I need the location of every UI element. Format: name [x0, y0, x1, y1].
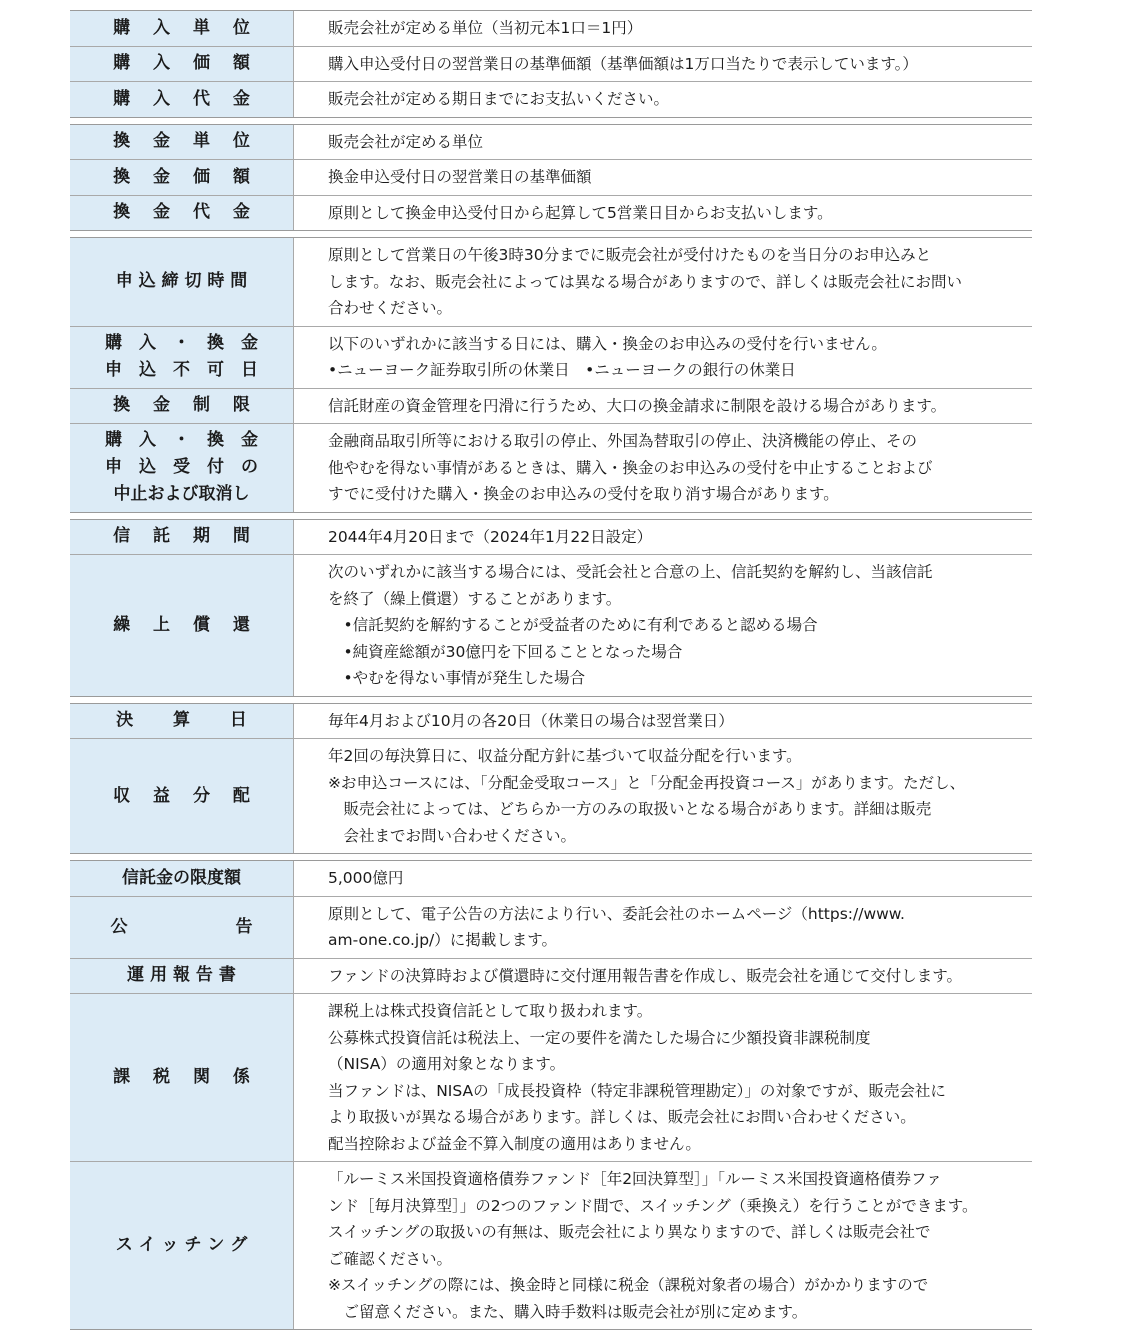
- table-row: [70, 82, 1032, 117]
- row-label-line: 収 益 分 配: [113, 785, 250, 806]
- row-value-line: 信託財産の資金管理を円滑に行うため、大口の換金請求に制限を設ける場合があります。: [328, 396, 947, 415]
- row-value-line: を終了（繰上償還）することがあります。: [328, 589, 622, 608]
- row-value-line: 会社までお問い合わせください。: [328, 826, 577, 845]
- row-value-line: より取扱いが異なる場合があります。詳しくは、販売会社にお問い合わせください。: [328, 1108, 916, 1126]
- row-value-line: •純資産総額が30億円を下回ることとなった場合: [328, 642, 683, 661]
- row-label-line: 公 告: [110, 916, 253, 937]
- row-value-line: •やむを得ない事情が発生した場合: [328, 669, 586, 687]
- row-value-line: am-one.co.jp/）に掲載します。: [328, 931, 558, 949]
- row-label-line: 換 金 代 金: [113, 202, 250, 223]
- table-row: [70, 11, 1032, 47]
- row-label-line: 購 入 ・ 換 金: [105, 333, 258, 353]
- row-value: [294, 739, 1032, 853]
- row-label: [70, 520, 294, 555]
- row-label: [70, 424, 294, 512]
- row-value: [294, 424, 1032, 512]
- row-value: [294, 47, 1032, 82]
- row-label-line: 繰 上 償 還: [113, 614, 250, 635]
- row-label: [70, 125, 294, 160]
- row-value-line: ご確認ください。: [328, 1249, 453, 1268]
- row-value: [294, 959, 1032, 994]
- row-value-line: 販売会社が定める単位: [328, 132, 484, 151]
- row-value: [294, 125, 1032, 160]
- row-value-line: 他やむを得ない事情があるときは、購入・換金のお申込みの受付を中止することおよび: [328, 458, 933, 477]
- table-group: [70, 237, 1032, 513]
- table-row: [70, 1162, 1032, 1329]
- row-label-line: 換 金 制 限: [113, 395, 250, 416]
- table-row: [70, 389, 1032, 425]
- table-row: [70, 555, 1032, 696]
- row-value: [294, 861, 1032, 896]
- row-value-line: 購入申込受付日の翌営業日の基準価額（基準価額は1万口当たりで表示しています。）: [328, 54, 918, 73]
- row-label-line: 申 込 不 可 日: [105, 360, 258, 380]
- row-value-line: 「ルーミス米国投資適格債券ファンド［年2回決算型］」「ルーミス米国投資適格債券ファ: [328, 1170, 942, 1188]
- row-value: [294, 11, 1032, 46]
- table-row: [70, 160, 1032, 196]
- row-label: [70, 160, 294, 195]
- row-value-line: •ニューヨーク証券取引所の休業日 •ニューヨークの銀行の休業日: [328, 361, 796, 379]
- table-row: [70, 47, 1032, 83]
- row-value-line: 合わせください。: [328, 299, 453, 317]
- row-label-line: 決 算 日: [116, 710, 247, 731]
- table-row: [70, 520, 1032, 556]
- table-row: [70, 739, 1032, 853]
- row-value-line: （NISA）の適用対象となります。: [328, 1055, 566, 1073]
- table-group: [70, 124, 1032, 232]
- row-label-line: ス イ ッ チ ン グ: [115, 1235, 248, 1255]
- table-row: [70, 424, 1032, 512]
- row-value: [294, 520, 1032, 555]
- row-label: [70, 897, 294, 958]
- row-value-line: します。なお、販売会社によっては異なる場合がありますので、詳しくは販売会社にお問い: [328, 272, 962, 291]
- table-group: [70, 519, 1032, 697]
- row-value-line: 原則として換金申込受付日から起算して5営業日目からお支払いします。: [328, 203, 833, 222]
- row-label: [70, 861, 294, 896]
- row-label: [70, 1162, 294, 1329]
- row-value: [294, 238, 1032, 326]
- row-value: [294, 389, 1032, 424]
- table-row: [70, 238, 1032, 327]
- row-label-line: 中止および取消し: [113, 484, 250, 505]
- row-value-line: 原則として、電子公告の方法により行い、委託会社のホームページ（https://www.: [328, 904, 905, 923]
- row-value: [294, 160, 1032, 195]
- row-value-line: 原則として営業日の午後3時30分までに販売会社が受付けたものを当日分のお申込みと: [328, 246, 932, 264]
- row-label: [70, 47, 294, 82]
- row-label-line: 購 入 ・ 換 金: [105, 430, 258, 451]
- row-value-line: ※スイッチングの際には、換金時と同様に税金（課税対象者の場合）がかかりますので: [328, 1276, 929, 1294]
- row-value-line: 配当控除および益金不算入制度の適用はありません。: [328, 1134, 701, 1153]
- row-value-line: 5,000億円: [328, 869, 404, 887]
- table-row: [70, 125, 1032, 161]
- row-value-line: 当ファンドは、NISAの「成長投資枠（特定非課税管理勘定）」の対象ですが、販売会社に: [328, 1081, 946, 1100]
- table-group: [70, 860, 1032, 1330]
- row-value-line: 販売会社が定める単位（当初元本1口＝1円）: [328, 19, 643, 37]
- row-label: [70, 555, 294, 696]
- row-label-line: 運 用 報 告 書: [127, 965, 236, 986]
- table-row: [70, 897, 1032, 959]
- row-value: [294, 327, 1032, 388]
- row-value-line: 換金申込受付日の翌営業日の基準価額: [328, 168, 592, 186]
- row-label-line: 購 入 代 金: [113, 88, 250, 109]
- row-value-line: 年2回の毎決算日に、収益分配方針に基づいて収益分配を行います。: [328, 747, 802, 765]
- table-group: [70, 703, 1032, 855]
- row-value-line: すでに受付けた購入・換金のお申込みの受付を取り消す場合があります。: [328, 485, 839, 503]
- row-value-line: 次のいずれかに該当する場合には、受託会社と合意の上、信託契約を解約し、当該信託: [328, 563, 933, 581]
- table-row: [70, 994, 1032, 1162]
- table-row: [70, 959, 1032, 995]
- row-label-line: 信託金の限度額: [122, 867, 241, 888]
- row-value-line: ファンドの決算時および償還時に交付運用報告書を作成し、販売会社を通じて交付します。: [328, 966, 962, 985]
- row-value: [294, 897, 1032, 958]
- row-value-line: ンド［毎月決算型］」の2つのファンド間で、スイッチング（乗換え）を行うことができます。: [328, 1196, 978, 1215]
- row-label-line: 換 金 単 位: [113, 131, 250, 152]
- row-value-line: スイッチングの取扱いの有無は、販売会社により異なりますので、詳しくは販売会社で: [328, 1223, 931, 1241]
- row-value: [294, 82, 1032, 117]
- row-value: [294, 555, 1032, 696]
- row-value-line: 販売会社によっては、どちらか一方のみの取扱いとなる場合があります。詳細は販売: [328, 800, 932, 818]
- row-label: [70, 327, 294, 388]
- table-row: [70, 861, 1032, 897]
- row-label-line: 申 込 受 付 の: [105, 457, 258, 478]
- row-value-line: 販売会社が定める期日までにお支払いください。: [328, 90, 670, 108]
- row-label-line: 購 入 単 位: [113, 17, 250, 38]
- row-label: [70, 82, 294, 117]
- row-label-line: 申 込 締 切 時 間: [115, 271, 248, 292]
- row-value-line: 課税上は株式投資信託として取り扱われます。: [328, 1002, 653, 1020]
- table-row: [70, 327, 1032, 389]
- row-value: [294, 196, 1032, 231]
- row-value-line: •信託契約を解約することが受益者のために有利であると認める場合: [328, 616, 818, 634]
- row-value-line: 毎年4月および10月の各20日（休業日の場合は翌営業日）: [328, 711, 734, 730]
- row-value: [294, 1162, 1032, 1329]
- row-value-line: ご留意ください。また、購入時手数料は販売会社が別に定めます。: [328, 1302, 808, 1321]
- row-label-line: 課 税 関 係: [113, 1067, 250, 1087]
- fund-terms-table: [70, 10, 1032, 1336]
- row-label-line: 購 入 価 額: [113, 53, 250, 74]
- row-value: [294, 994, 1032, 1161]
- row-label: [70, 959, 294, 994]
- row-value-line: 金融商品取引所等における取引の停止、外国為替取引の停止、決済機能の停止、その: [328, 432, 918, 450]
- table-group: [70, 10, 1032, 118]
- row-value-line: 2044年4月20日まで（2024年1月22日設定）: [328, 527, 653, 546]
- row-value: [294, 704, 1032, 739]
- row-label: [70, 11, 294, 46]
- row-value-line: ※お申込コースには、「分配金受取コース」と「分配金再投資コース」があります。ただし、: [328, 773, 966, 792]
- row-label: [70, 238, 294, 326]
- row-label: [70, 389, 294, 424]
- row-label: [70, 739, 294, 853]
- table-row: [70, 196, 1032, 231]
- row-label: [70, 704, 294, 739]
- row-value-line: 公募株式投資信託は税法上、一定の要件を満たした場合に少額投資非課税制度: [328, 1028, 871, 1047]
- row-label-line: 換 金 価 額: [113, 166, 250, 187]
- row-value-line: 以下のいずれかに該当する日には、購入・換金のお申込みの受付を行いません。: [328, 334, 887, 353]
- row-label-line: 信 託 期 間: [113, 526, 250, 547]
- row-label: [70, 994, 294, 1161]
- row-label: [70, 196, 294, 231]
- table-row: [70, 704, 1032, 740]
